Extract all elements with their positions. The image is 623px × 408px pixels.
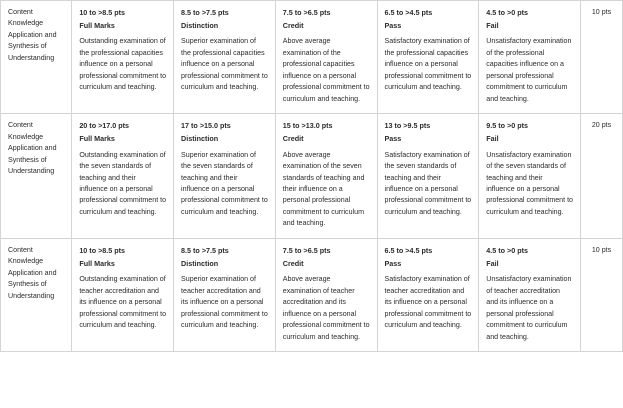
criterion-label: Content Knowledge Application and Synthesis of Understanding — [8, 8, 57, 62]
rating-cell-credit — [275, 238, 377, 351]
criterion-label: Content Knowledge Application and Synthesis of Understanding — [8, 245, 57, 300]
rating-description: Superior examination of teacher accreditation and its influence on a personal professional commitment to curriculum and teaching. — [181, 275, 268, 330]
rating-name: Credit — [282, 258, 304, 268]
rating-description: Unsatisfactory examination of the professional capacities influence on a personal professional commitment to curriculum and teaching. — [486, 37, 572, 103]
points-cell: 10 pts — [580, 1, 622, 114]
rating-description: Outstanding examination of the seven standards of teaching and their influence on a personal professional commitment to curriculum and teaching. — [79, 150, 167, 216]
rating-description: Outstanding examination of teacher accreditation and its influence on a personal professional commitment to curriculum and teaching. — [79, 275, 167, 330]
rating-range: 7.5 to >6.5 pts — [282, 8, 331, 17]
rating-range: 8.5 to >7.5 pts — [181, 245, 229, 255]
rating-name: Credit — [282, 133, 304, 143]
rating-range: 10 to >8.5 pts — [79, 245, 126, 255]
rating-description: Unsatisfactory examination of the seven standards of teaching and their influence on a personal professional commitment to curriculum and teaching. — [486, 150, 573, 216]
rating-range: 17 to >15.0 pts — [181, 121, 231, 131]
rating-name: Fail — [486, 133, 499, 143]
table-row — [1, 114, 623, 239]
rating-description: Above average examination of the seven standards of teaching and their influence on a personal professional commitment to curriculum and teaching. — [282, 150, 365, 228]
rating-cell-pass — [377, 238, 479, 351]
rating-name: Full Marks — [79, 258, 115, 268]
criterion-cell — [1, 238, 72, 351]
criterion-cell — [1, 1, 72, 114]
criterion-label: Content Knowledge Application and Synthesis of Understanding — [8, 121, 57, 176]
rating-range: 6.5 to >4.5 pts — [384, 245, 433, 255]
rating-name: Fail — [486, 258, 499, 268]
table-row — [1, 1, 623, 114]
rating-description: Satisfactory examination of teacher accreditation and its influence on a personal professional commitment to curriculum and teaching. — [384, 275, 472, 330]
points-cell: 10 pts — [580, 238, 622, 351]
rating-description: Satisfactory examination of the professional capacities influence on a personal professional commitment to curriculum and teaching. — [384, 37, 472, 92]
rating-range: 15 to >13.0 pts — [282, 121, 333, 131]
rating-cell-credit — [275, 114, 377, 239]
rating-cell-full-marks — [72, 114, 174, 239]
rating-cell-fail — [479, 238, 581, 351]
rating-range: 7.5 to >6.5 pts — [282, 245, 331, 255]
rating-range: 6.5 to >4.5 pts — [384, 8, 433, 17]
rating-cell-pass — [377, 114, 479, 239]
rating-cell-distinction — [174, 238, 276, 351]
rating-name: Pass — [384, 20, 402, 30]
rating-description: Outstanding examination of the professional capacities influence on a personal professional commitment to curriculum and teaching. — [79, 37, 167, 92]
rating-name: Distinction — [181, 258, 219, 268]
rating-cell-distinction — [174, 1, 276, 114]
rating-range: 8.5 to >7.5 pts — [181, 8, 229, 17]
rubric-body — [1, 1, 623, 352]
rating-name: Credit — [282, 20, 304, 30]
rating-name: Full Marks — [79, 133, 115, 143]
rating-cell-pass — [377, 1, 479, 114]
rating-name: Pass — [384, 133, 402, 143]
rating-range: 20 to >17.0 pts — [79, 121, 130, 131]
rating-name: Distinction — [181, 20, 219, 30]
rating-range: 4.5 to >0 pts — [486, 8, 528, 17]
points-cell: 20 pts — [580, 114, 622, 239]
rating-cell-fail — [479, 114, 581, 239]
rating-description: Unsatisfactory examination of teacher accreditation and its influence on a personal professional commitment to curriculum and teaching. — [486, 275, 572, 341]
rating-description: Satisfactory examination of the seven standards of teaching and their influence on a personal professional commitment to curriculum and teaching. — [384, 150, 472, 216]
rating-cell-fail — [479, 1, 581, 114]
rating-name: Pass — [384, 258, 402, 268]
rating-range: 10 to >8.5 pts — [79, 8, 126, 17]
criterion-cell — [1, 114, 72, 239]
rating-name: Fail — [486, 20, 499, 30]
rating-name: Full Marks — [79, 20, 115, 30]
rating-cell-credit — [275, 1, 377, 114]
rating-cell-distinction — [174, 114, 276, 239]
rating-cell-full-marks — [72, 238, 174, 351]
rating-description: Above average examination of the professional capacities influence on a personal professional commitment to curriculum and teaching. — [282, 37, 370, 103]
rating-range: 4.5 to >0 pts — [486, 245, 528, 255]
rating-cell-full-marks — [72, 1, 174, 114]
rating-name: Distinction — [181, 133, 219, 143]
rating-description: Superior examination of the professional capacities influence on a personal professional commitment to curriculum and teaching. — [181, 37, 268, 92]
rating-range: 9.5 to >0 pts — [486, 121, 528, 131]
rating-range: 13 to >9.5 pts — [384, 121, 431, 131]
table-row — [1, 238, 623, 351]
rating-description: Above average examination of teacher accreditation and its influence on a personal professional commitment to curriculum and teaching. — [282, 275, 370, 341]
rating-description: Superior examination of the seven standards of teaching and their influence on a personal professional commitment to curriculum and teaching. — [181, 150, 268, 216]
